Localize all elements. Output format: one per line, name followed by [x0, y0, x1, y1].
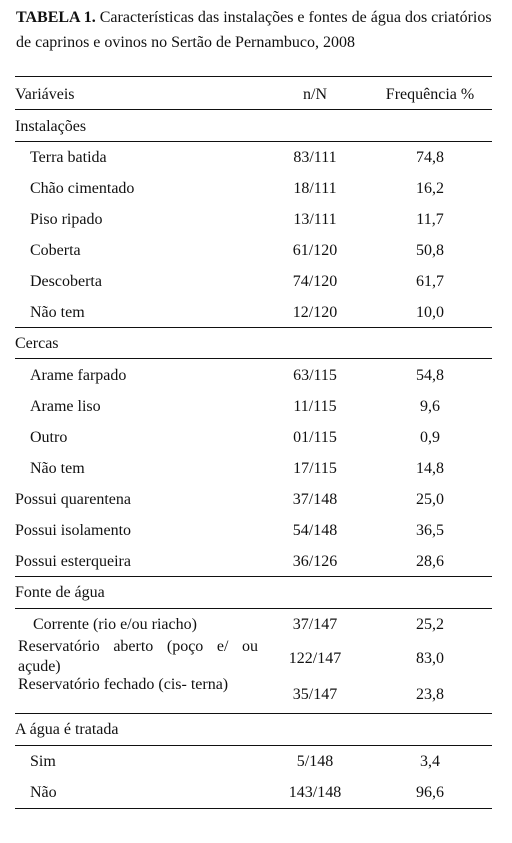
row-n: 63/115: [293, 367, 337, 384]
row-n: 01/115: [293, 429, 337, 446]
top-rule: [15, 76, 492, 77]
row-n: 17/115: [293, 460, 337, 477]
row-frequency: 11,7: [416, 211, 444, 228]
table-row: [15, 746, 492, 777]
section-row: [15, 577, 492, 608]
row-frequency: 74,8: [416, 149, 444, 166]
table-label: TABELA 1.: [16, 9, 96, 26]
row-label: Piso ripado: [30, 211, 103, 228]
header-row: [15, 79, 492, 110]
bottom-rule: [15, 808, 492, 809]
table-row: [15, 266, 492, 297]
section-label: Cercas: [15, 335, 59, 352]
row-label-wrapped: Reservatório aberto (poço e/ ou açude): [18, 638, 258, 675]
row-label: Arame liso: [30, 398, 101, 415]
row-n: 122/147: [288, 650, 342, 667]
row-label: Possui isolamento: [15, 522, 132, 539]
row-label: Não: [30, 784, 57, 801]
table-row: [15, 391, 492, 422]
row-label: Chão cimentado: [30, 180, 135, 197]
row-label: Possui esterqueira: [15, 553, 131, 570]
row-n: 5/148: [296, 753, 334, 770]
row-n: 83/111: [293, 149, 337, 166]
header-n: n/N: [303, 86, 327, 103]
row-label: Sim: [30, 753, 56, 770]
row-label: Outro: [30, 429, 68, 446]
row-frequency: 16,2: [416, 180, 444, 197]
table-row: [15, 173, 492, 204]
row-frequency: 3,4: [420, 753, 440, 770]
row-label: Descoberta: [30, 273, 102, 290]
row-frequency: 54,8: [416, 367, 444, 384]
row-label: Arame farpado: [30, 367, 127, 384]
row-frequency: 14,8: [416, 460, 444, 477]
row-label: Coberta: [30, 242, 81, 259]
row-frequency: 0,9: [420, 429, 440, 446]
section-label: A água é tratada: [15, 721, 119, 738]
row-label: Corrente (rio e/ou riacho): [33, 616, 197, 633]
section-row: [15, 714, 492, 745]
table-row: [15, 546, 492, 577]
table-caption: [16, 5, 502, 55]
row-frequency: 9,6: [420, 398, 440, 415]
table-row: [15, 142, 492, 173]
row-n: 36/126: [292, 553, 338, 570]
table-title: Características das instalações e fontes de água dos criatórios de caprinos e ovinos no Sertão de Pernambuco, 2008: [16, 9, 492, 51]
row-n: 37/148: [292, 491, 338, 508]
row-n: 13/111: [293, 211, 337, 228]
table-row: [15, 515, 492, 546]
table-row: [15, 422, 492, 453]
row-frequency: 50,8: [416, 242, 444, 259]
row-frequency: 28,6: [416, 553, 444, 570]
table-row: [15, 484, 492, 515]
table-row: [15, 679, 492, 710]
table-row: [15, 777, 492, 808]
table-row: [15, 643, 492, 674]
row-label: Possui quarentena: [15, 491, 131, 508]
row-n: 143/148: [288, 784, 342, 801]
section-rule: [15, 358, 492, 359]
row-frequency: 96,6: [416, 784, 444, 801]
row-n: 35/147: [292, 686, 338, 703]
row-n: 11/115: [293, 398, 337, 415]
row-n: 74/120: [292, 273, 338, 290]
table-row: [15, 453, 492, 484]
header-rule: [15, 109, 492, 110]
row-n: 54/148: [292, 522, 338, 539]
table-row: [15, 297, 492, 328]
row-label-wrapped: Reservatório fechado (cis- terna): [18, 676, 229, 693]
row-label: Não tem: [30, 460, 85, 477]
row-frequency: 10,0: [416, 304, 444, 321]
row-frequency: 83,0: [416, 650, 444, 667]
row-label: Terra batida: [30, 149, 107, 166]
section-row: [15, 328, 492, 359]
row-label: Não tem: [30, 304, 85, 321]
header-frequency: Frequência %: [385, 86, 475, 103]
row-n: 18/111: [293, 180, 337, 197]
row-frequency: 25,0: [416, 491, 444, 508]
table-row: [15, 360, 492, 391]
row-frequency: 36,5: [416, 522, 444, 539]
row-frequency: 61,7: [416, 273, 444, 290]
table-row: [15, 235, 492, 266]
row-n: 61/120: [292, 242, 338, 259]
row-frequency: 23,8: [416, 686, 444, 703]
row-frequency: 25,2: [416, 616, 444, 633]
table-row: [15, 204, 492, 235]
section-label: Fonte de água: [15, 584, 105, 601]
row-n: 37/147: [292, 616, 338, 633]
section-label: Instalações: [15, 118, 87, 135]
table-row: [15, 609, 492, 640]
section-row: [15, 111, 492, 142]
row-n: 12/120: [292, 304, 338, 321]
header-variables: Variáveis: [15, 86, 75, 103]
